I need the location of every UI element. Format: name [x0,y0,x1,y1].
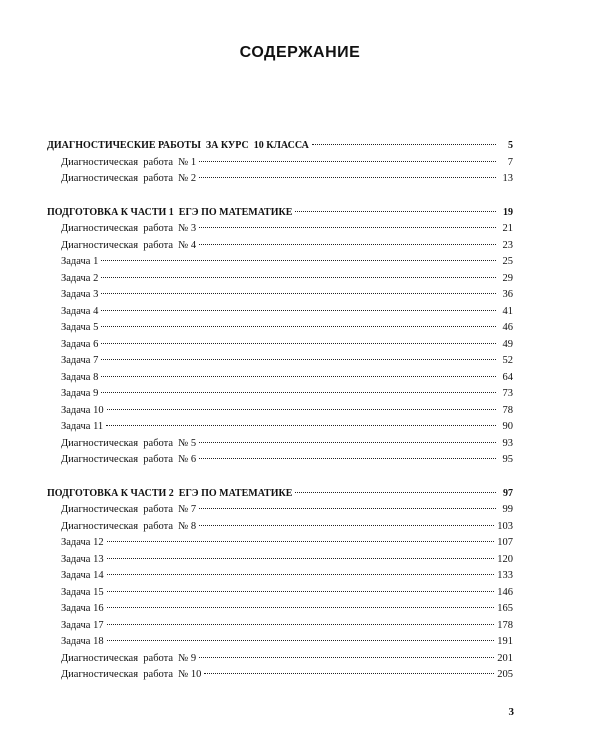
dot-leader [199,508,496,509]
toc-section-heading-label: ДИАГНОСТИЧЕСКИЕ РАБОТЫ ЗА КУРС 10 КЛАССА [47,140,309,151]
toc-entry [47,304,513,321]
dot-leader [295,211,496,212]
toc-entry [47,552,513,569]
toc-entry-page: 178 [497,619,513,631]
toc-entry-label: Задача 13 [61,553,104,565]
dot-leader [199,657,494,658]
toc-entry-page: 107 [497,537,513,548]
dot-leader [199,442,496,443]
toc-entry-page: 120 [497,553,513,565]
dot-leader [101,293,496,294]
dot-leader [101,359,496,360]
toc-entry [47,419,513,436]
toc-entry-page: 13 [502,173,513,184]
toc-section [47,486,513,684]
dot-leader [101,343,496,344]
toc-entry-label: Задача 7 [61,355,99,366]
toc-entry [47,436,513,453]
toc-entry [47,353,513,370]
toc-entry-page: 205 [497,669,513,680]
toc-entry [47,502,513,519]
toc-entry-page: 95 [502,454,513,465]
dot-leader [107,640,495,641]
toc-entry-label: Диагностическая работа № 3 [61,223,197,234]
toc-entry-label: Задача 17 [61,619,104,631]
toc-entry-label: Диагностическая работа № 4 [61,239,197,251]
dot-leader [101,260,496,261]
toc-entry-page: 64 [502,371,513,383]
toc-entry [47,271,513,288]
dot-leader [101,326,496,327]
toc-entry [47,171,513,188]
dot-leader [107,607,495,608]
toc-entry [47,403,513,420]
toc-entry-label: Задача 9 [61,388,99,399]
toc-entry-page: 133 [497,570,513,581]
dot-leader [312,144,496,145]
toc-entry-label: Задача 8 [61,371,99,383]
toc-entry [47,370,513,387]
toc-entry [47,386,513,403]
toc-entry-page: 29 [502,272,513,284]
toc-entry-label: Задача 10 [61,404,104,416]
toc-section-heading [47,486,513,503]
toc-entry [47,519,513,536]
toc-entry-page: 52 [502,355,513,366]
toc-entry-page: 165 [497,603,513,614]
toc-entry-page: 23 [502,239,513,251]
toc-entry-label: Задача 16 [61,603,104,614]
toc-entry-page: 49 [502,338,513,350]
toc-entry-page: 41 [502,305,513,317]
dot-leader [107,591,495,592]
toc-entry [47,287,513,304]
toc-entry-page: 25 [502,256,513,267]
toc-section-heading [47,205,513,222]
toc-entry-page: 21 [502,223,513,234]
toc-entry [47,585,513,602]
toc-entry-label: Задача 14 [61,570,104,581]
toc-entry-label: Задача 5 [61,322,99,333]
toc-entry-page: 78 [502,404,513,416]
toc-section-heading [47,138,513,155]
toc-section-heading-label: ПОДГОТОВКА К ЧАСТИ 2 ЕГЭ ПО МАТЕМАТИКЕ [47,487,293,499]
dot-leader [107,541,495,542]
toc-section-heading-label: ПОДГОТОВКА К ЧАСТИ 1 ЕГЭ ПО МАТЕМАТИКЕ [47,206,293,218]
dot-leader [107,574,495,575]
toc-section [47,205,513,469]
toc-entry [47,651,513,668]
dot-leader [107,624,495,625]
page-title: СОДЕРЖАНИЕ [239,44,361,61]
toc-entry-page: 201 [497,652,513,664]
toc-entry-label: Диагностическая работа № 10 [61,669,202,680]
dot-leader [199,525,494,526]
toc-entry-label: Задача 6 [61,338,99,350]
toc-entry-label: Диагностическая работа № 7 [61,504,197,515]
dot-leader [107,558,495,559]
toc-entry [47,535,513,552]
page-number: 3 [508,706,514,718]
toc-entry [47,568,513,585]
dot-leader [101,277,496,278]
toc-entry-label: Диагностическая работа № 5 [61,437,197,449]
toc-entry-page: 99 [502,504,513,515]
toc-entry-label: Задача 4 [61,305,99,317]
dot-leader [199,458,496,459]
toc-entry [47,634,513,651]
toc-entry-page: 7 [507,156,513,168]
toc-entry-page: 93 [502,437,513,449]
toc-entry-page: 146 [497,586,513,598]
toc-section-heading-page: 97 [503,487,513,499]
table-of-contents [47,138,513,701]
toc-entry-label: Диагностическая работа № 6 [61,454,197,465]
toc-entry-label: Задача 11 [61,421,104,432]
toc-entry-page: 46 [502,322,513,333]
toc-entry [47,667,513,684]
dot-leader [106,425,496,426]
toc-entry [47,618,513,635]
toc-entry-label: Задача 15 [61,586,104,598]
toc-entry-label: Задача 3 [61,289,99,300]
toc-entry-page: 36 [502,289,513,300]
toc-entry [47,337,513,354]
toc-entry-label: Задача 12 [61,537,104,548]
toc-entry-label: Задача 1 [61,256,99,267]
toc-entry [47,155,513,172]
toc-entry [47,452,513,469]
toc-entry-label: Диагностическая работа № 8 [61,520,197,532]
toc-section-heading-page: 5 [508,140,513,151]
dot-leader [199,177,496,178]
toc-entry-page: 191 [497,636,513,647]
toc-entry [47,320,513,337]
toc-entry [47,601,513,618]
dot-leader [199,161,496,162]
toc-entry-label: Диагностическая работа № 1 [61,156,197,168]
toc-entry-label: Задача 2 [61,272,99,284]
toc-section-heading-page: 19 [503,206,513,218]
toc-entry [47,254,513,271]
toc-section [47,138,513,188]
toc-entry-label: Диагностическая работа № 2 [61,173,197,184]
dot-leader [295,492,496,493]
dot-leader [101,310,496,311]
toc-entry-page: 73 [502,388,513,399]
dot-leader [204,673,494,674]
toc-entry-page: 90 [502,421,513,432]
dot-leader [199,244,496,245]
toc-entry-label: Диагностическая работа № 9 [61,652,197,664]
dot-leader [199,227,496,228]
dot-leader [107,409,496,410]
toc-entry-label: Задача 18 [61,636,104,647]
dot-leader [101,392,496,393]
toc-entry-page: 103 [497,520,513,532]
dot-leader [101,376,496,377]
toc-entry [47,221,513,238]
toc-entry [47,238,513,255]
